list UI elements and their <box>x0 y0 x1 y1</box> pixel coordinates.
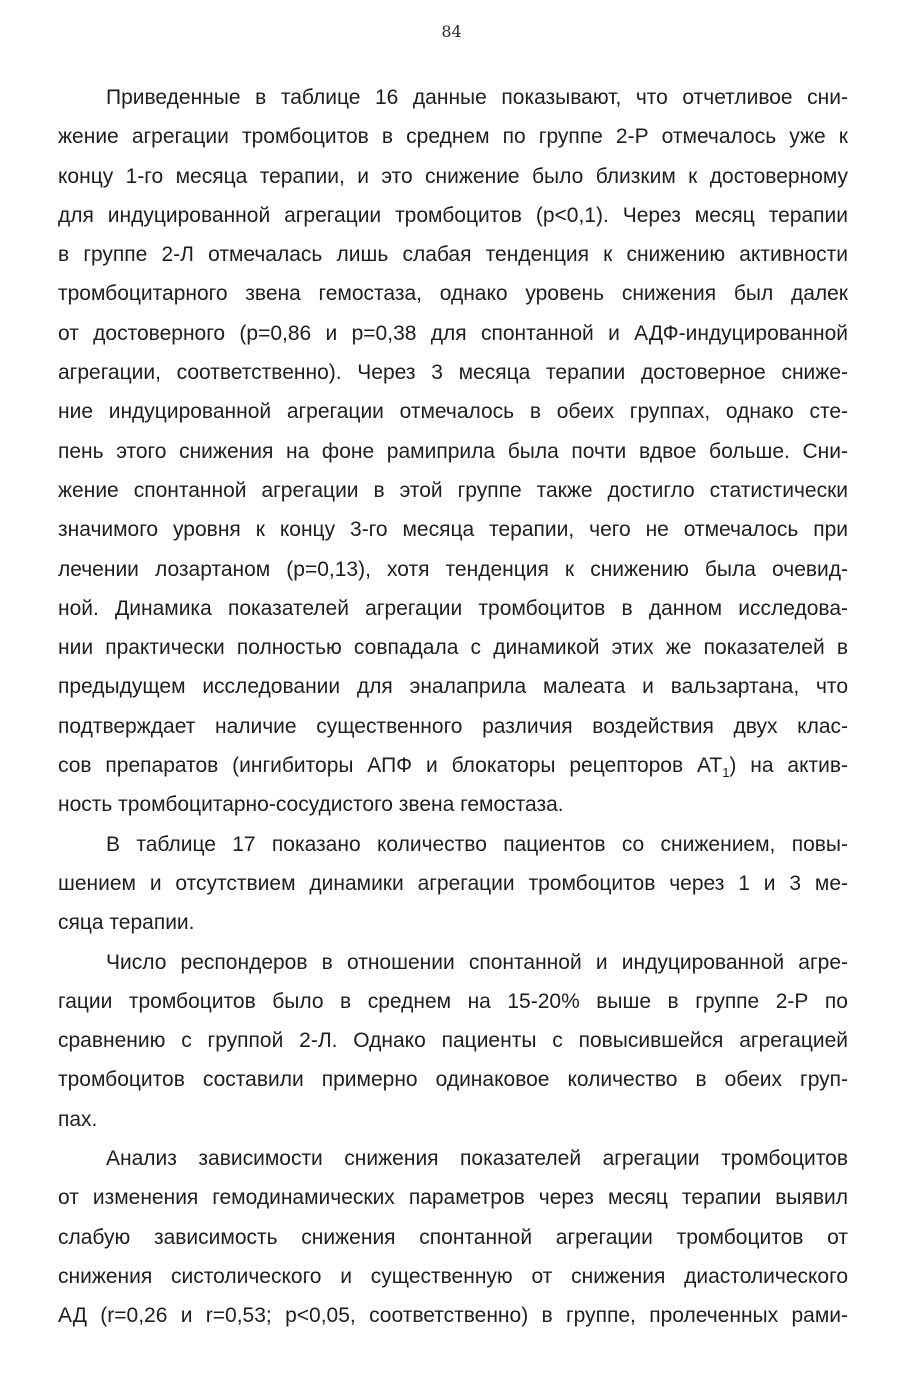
page-number: 84 <box>441 22 462 41</box>
text-line: Число респондеров в отношении спонтанной и индуцированной агре- <box>106 950 848 974</box>
text-line: тромбоцитарного звена гемостаза, однако уровень снижения был далек <box>58 282 848 306</box>
text-line: АД (r=0,26 и r=0,53; р<0,05, соответственно) в группе, пролеченных рами- <box>58 1304 848 1328</box>
text-line: гации тромбоцитов было в среднем на 15-20% выше в группе 2-Р по <box>58 989 848 1013</box>
text-line: лечении лозартаном (р=0,13), хотя тенденция к снижению была очевид- <box>58 557 848 581</box>
text-line: ной. Динамика показателей агрегации тромбоцитов в данном исследова- <box>58 596 848 620</box>
paragraph-2 <box>58 825 848 943</box>
text-line: от изменения гемодинамических параметров через месяц терапии выявил <box>58 1186 848 1210</box>
text-line: агрегации, соответственно). Через 3 месяца терапии достоверное сниже- <box>58 361 848 385</box>
text-line: тромбоцитов составили примерно одинаковое количество в обеих груп- <box>58 1068 848 1092</box>
text-line: шением и отсутствием динамики агрегации тромбоцитов через 1 и 3 ме- <box>58 871 848 895</box>
body-text <box>58 78 848 1336</box>
text-line: значимого уровня к концу 3-го месяца терапии, чего не отмечалось при <box>58 518 848 542</box>
text-line: нии практически полностью совпадала с динамикой этих же показателей в <box>58 636 848 660</box>
text-line: Приведенные в таблице 16 данные показывают, что отчетливое сни- <box>106 86 848 109</box>
text-line: ние индуцированной агрегации отмечалось в обеих группах, однако сте- <box>58 400 848 424</box>
text-segment: ) на актив- <box>729 754 848 778</box>
text-line: жение агрегации тромбоцитов в среднем по группе 2-Р отмечалось уже к <box>58 125 848 149</box>
subscript: 1 <box>722 765 730 781</box>
text-line: Анализ зависимости снижения показателей агрегации тромбоцитов <box>106 1147 848 1171</box>
text-line: предыдущем исследовании для эналаприла малеата и вальзартана, что <box>58 675 848 699</box>
text-line: снижения систолического и существенную от снижения диастолического <box>58 1264 848 1288</box>
paragraph-1 <box>58 78 848 825</box>
text-line: сяца терапии. <box>58 911 195 935</box>
text-line: сравнению с группой 2-Л. Однако пациенты с повысившейся агрегацией <box>58 1029 848 1053</box>
paragraph-3 <box>58 943 848 1139</box>
text-line: слабую зависимость снижения спонтанной агрегации тромбоцитов от <box>58 1225 848 1249</box>
text-line: ность тромбоцитарно-сосудистого звена гемостаза. <box>58 793 564 817</box>
text-line: концу 1-го месяца терапии, и это снижение было близким к достоверному <box>58 164 848 188</box>
text-line: жение спонтанной агрегации в этой группе также достигло статистически <box>58 478 848 502</box>
text-line: пах. <box>58 1107 98 1131</box>
text-line: в группе 2-Л отмечалась лишь слабая тенденция к снижению активности <box>58 243 848 267</box>
text-line: пень этого снижения на фоне рамиприла была почти вдвое больше. Сни- <box>58 439 848 463</box>
text-line: В таблице 17 показано количество пациентов со снижением, повы- <box>106 832 848 856</box>
text-line: подтверждает наличие существенного различия воздействия двух клас- <box>58 714 848 738</box>
paragraph-4 <box>58 1139 848 1335</box>
text-line: для индуцированной агрегации тромбоцитов (р<0,1). Через месяц терапии <box>58 203 848 227</box>
text-line-with-subscript <box>58 746 848 785</box>
text-line: от достоверного (р=0,86 и р=0,38 для спонтанной и АДФ-индуцированной <box>58 321 848 345</box>
text-segment: сов препаратов (ингибиторы АПФ и блокаторы рецепторов АТ <box>58 754 723 778</box>
